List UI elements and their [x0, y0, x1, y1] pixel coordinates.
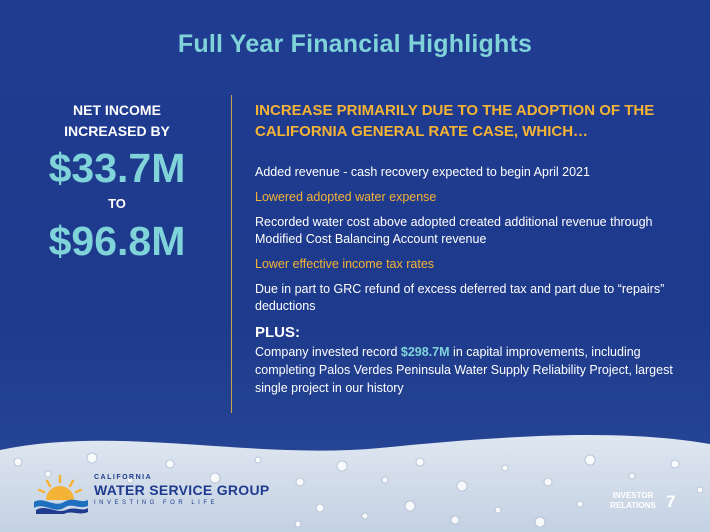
logo-california: CALIFORNIA [94, 474, 153, 481]
logo-wordmark [94, 474, 270, 506]
to-label: TO [108, 196, 126, 211]
plus-text [255, 343, 695, 397]
detail-item: Lowered adopted water expense [255, 190, 437, 204]
page-number: 7 [666, 492, 676, 511]
amount-from: $33.7M [48, 145, 186, 191]
plus-text-after: in capital improvements, including completing Palos Verdes Peninsula Water Supply Reliability Project, largest single project in our history [255, 345, 673, 395]
details-heading-line2: CALIFORNIA GENERAL RATE CASE, WHICH… [255, 123, 589, 140]
company-logo [30, 470, 290, 520]
ir-line1: INVESTOR [612, 491, 654, 500]
net-income-label-line2: INCREASED BY [64, 123, 170, 139]
net-income-label-line1: NET INCOME [73, 102, 161, 118]
detail-item: Recorded water cost above adopted created additional revenue through Modified Cost Balancing Account revenue [255, 215, 653, 246]
capital-investment-amount: $298.7M [400, 345, 450, 359]
net-income-panel [22, 100, 212, 265]
details-heading [255, 100, 695, 142]
vertical-divider [231, 95, 232, 413]
logo-tagline: INVESTING FOR LIFE [94, 500, 219, 506]
ir-line2: RELATIONS [610, 501, 656, 510]
detail-item: Lower effective income tax rates [255, 257, 435, 271]
details-panel [255, 100, 695, 397]
detail-item: Due in part to GRC refund of excess deferred tax and part due to “repairs” deductions [255, 282, 665, 313]
details-heading-line1: INCREASE PRIMARILY DUE TO THE ADOPTION OF THE [255, 102, 655, 119]
investor-relations-label [600, 491, 666, 511]
amount-to: $96.8M [48, 218, 186, 264]
logo-name: WATER SERVICE GROUP [94, 482, 270, 498]
sun-wave-icon [30, 470, 90, 514]
slide-title: Full Year Financial Highlights [177, 30, 533, 58]
detail-item: Added revenue - cash recovery expected to begin April 2021 [255, 165, 590, 179]
plus-label: PLUS: [255, 324, 300, 341]
plus-text-before: Company invested record [255, 345, 401, 359]
